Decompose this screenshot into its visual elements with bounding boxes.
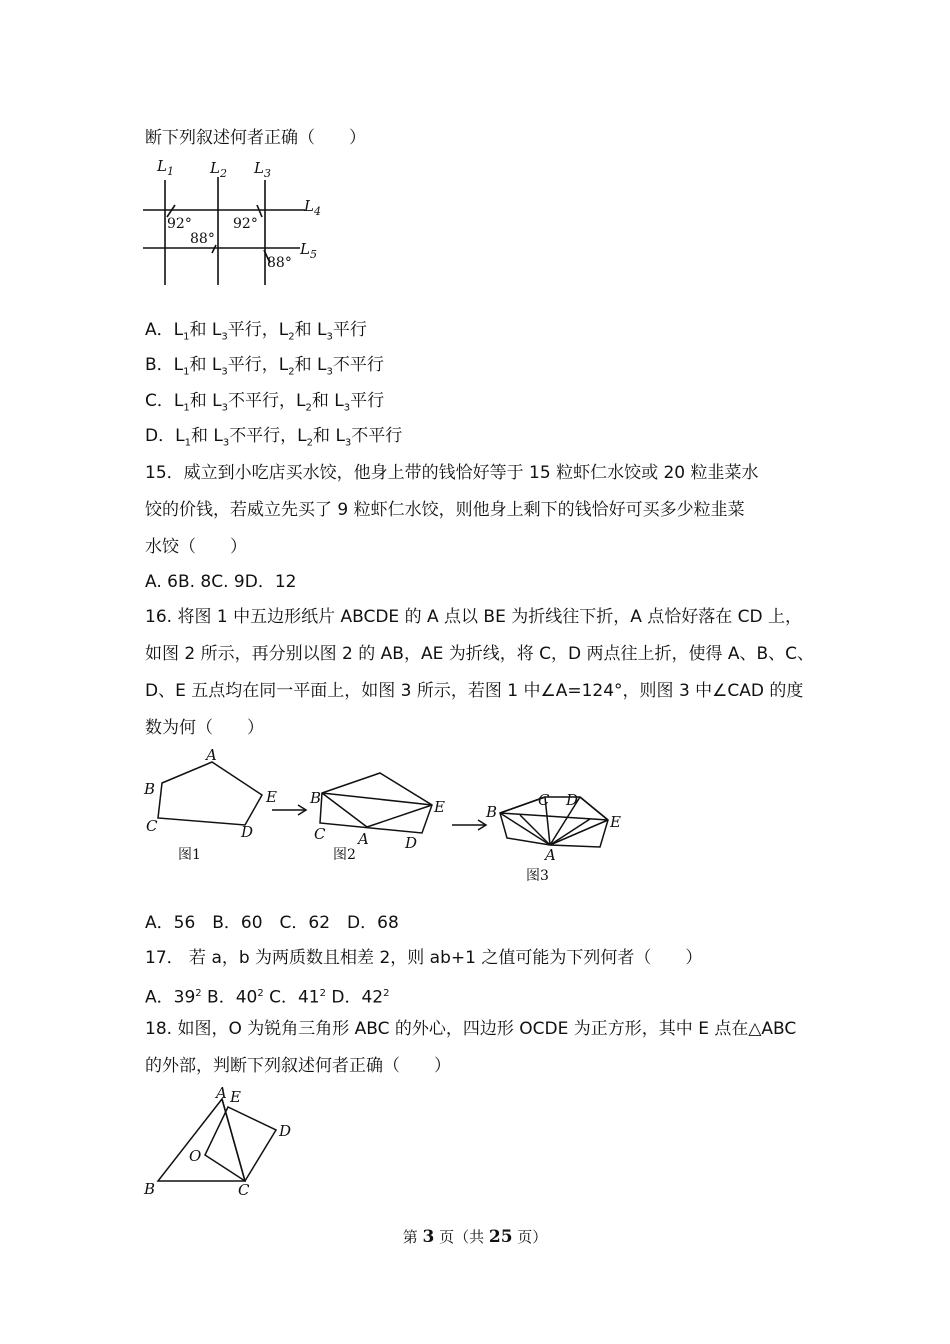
q18-line-1: 18. 如图，O 为锐角三角形 ABC 的外心，四边形 OCDE 为正方形，其中 E 点在△ABC xyxy=(145,1019,797,1039)
f1-label-a: A xyxy=(206,746,217,764)
f1-label-e: E xyxy=(266,788,277,806)
q17-options: A．$39^2$ B．$40^2$ C．$41^2$ D．$42^2$ xyxy=(145,987,390,1008)
q18-label-b: B xyxy=(144,1180,156,1198)
q18-figure xyxy=(140,1085,310,1205)
q16-line-1: 16. 将图 1 中五边形纸片 ABCDE 的 A 点以 BE 为折线往下折，A 点恰好落在 CD 上， xyxy=(145,607,803,627)
angle-88-left: 88° xyxy=(190,231,215,247)
label-L3: $L_3$ xyxy=(254,159,271,180)
q16-options: A．56 B．60 C．62 D．68 xyxy=(145,913,399,933)
f3-label-d: D xyxy=(566,791,579,809)
f1-label-b: B xyxy=(144,780,156,798)
q18-label-o: O xyxy=(189,1147,202,1165)
f3-label-e: E xyxy=(610,813,621,831)
q18-label-a: A xyxy=(216,1085,227,1102)
angle-88-right: 88° xyxy=(267,255,292,271)
label-L2: $L_2$ xyxy=(210,159,227,180)
q15-options: A. 6B. 8C. 9D．12 xyxy=(145,572,297,592)
f2-label-c: C xyxy=(314,825,326,843)
q16-line-3: D、E 五点均在同一平面上，如图 3 所示，若图 1 中∠A=124°，则图 3 中∠CAD 的度 xyxy=(145,681,804,701)
q14-option-a: A．$L_1$和 $L_3$平行，$L_2$和 $L_3$平行 xyxy=(145,320,367,343)
f3-label-a: A xyxy=(545,846,556,864)
q18-line-2: 的外部，判断下列叙述何者正确（ ） xyxy=(145,1056,451,1076)
f2-caption: 图2 xyxy=(333,847,356,863)
f2-label-a: A xyxy=(358,830,369,848)
q15-line-1: 15．威立到小吃店买水饺，他身上带的钱恰好等于 15 粒虾仁水饺或 20 粒韭菜水 xyxy=(145,463,759,483)
q17-line-1: 17． 若 a，b 为两质数且相差 2，则 ab+1 之值可能为下列何者（ ） xyxy=(145,948,703,968)
f3-label-b: B xyxy=(486,803,498,821)
angle-92-right: 92° xyxy=(233,216,258,232)
label-L1: $L_1$ xyxy=(157,157,174,178)
f1-label-d: D xyxy=(241,823,254,841)
page-footer: 第 3 页（共 25 页） xyxy=(402,1227,548,1247)
q16-line-2: 如图 2 所示，再分别以图 2 的 AB，AE 为折线，将 C，D 两点往上折，使得 A、B、C、 xyxy=(145,644,815,664)
angle-92-left: 92° xyxy=(167,216,192,232)
q14-stem: 断下列叙述何者正确（ ） xyxy=(145,128,366,148)
q15-line-3: 水饺（ ） xyxy=(145,537,247,557)
f1-label-c: C xyxy=(146,817,158,835)
label-L4: $L_4$ xyxy=(304,197,321,218)
q15-line-2: 饺的价钱，若威立先买了 9 粒虾仁水饺，则他身上剩下的钱恰好可买多少粒韭菜 xyxy=(145,500,745,520)
q16-figures xyxy=(140,745,640,890)
f3-caption: 图3 xyxy=(526,868,549,884)
f2-label-d: D xyxy=(405,834,418,852)
f3-label-c: C xyxy=(538,791,550,809)
f2-label-e: E xyxy=(434,798,445,816)
q14-figure xyxy=(140,155,340,290)
q14-option-d: D．$L_1$和 $L_3$不平行，$L_2$和 $L_3$不平行 xyxy=(145,426,403,449)
label-L5: $L_5$ xyxy=(300,240,317,261)
f2-label-b: B xyxy=(310,789,322,807)
q16-line-4: 数为何（ ） xyxy=(145,718,264,738)
q14-option-b: B．$L_1$和 $L_3$平行，$L_2$和 $L_3$不平行 xyxy=(145,355,384,378)
q14-option-c: C．$L_1$和 $L_3$不平行，$L_2$和 $L_3$平行 xyxy=(145,391,385,414)
q18-label-d: D xyxy=(279,1122,292,1140)
q18-label-e: E xyxy=(230,1088,241,1106)
q18-label-c: C xyxy=(238,1181,250,1199)
f1-caption: 图1 xyxy=(178,847,201,863)
